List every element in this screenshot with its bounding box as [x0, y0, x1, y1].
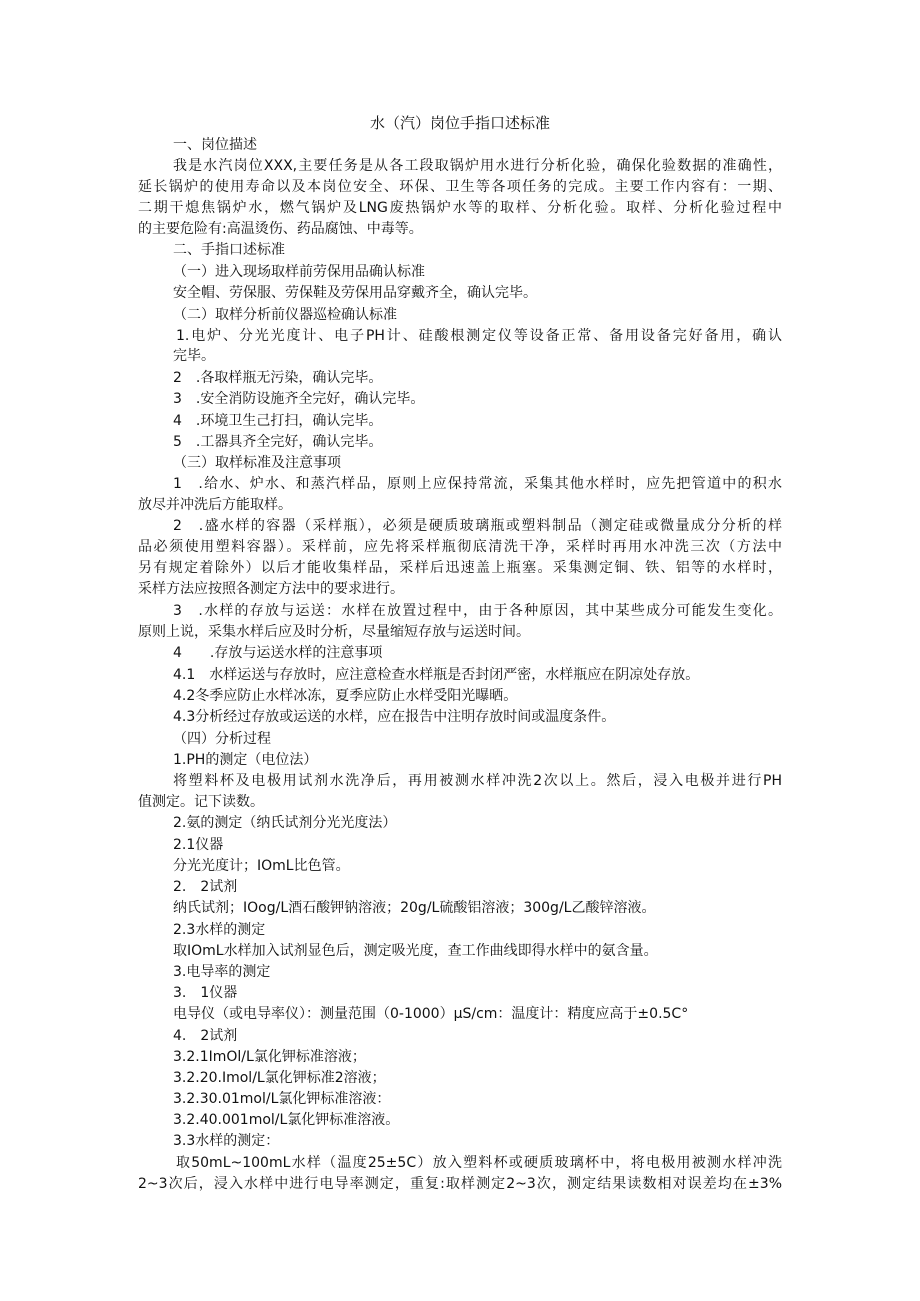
- step-heading: 1.PH的测定（电位法）: [173, 752, 318, 768]
- paragraph-line: 电导仪（或电导率仪）：测量范围（0-1000）μS/cm：温度计：精度应高于±0.5C°: [173, 1006, 689, 1022]
- list-item: 放尽并冲洗后方能取样。: [138, 497, 292, 513]
- step-heading: 3.3水样的测定：: [173, 1133, 280, 1149]
- subsection-heading: （一）进入现场取样前劳保用品确认标准: [173, 264, 425, 280]
- step-heading: 2.1仪器: [173, 837, 224, 853]
- paragraph-line: 分光光度计；IOmL比色管。: [173, 858, 350, 874]
- paragraph-line: 取50mL~100mL水样（温度25±5C）放入塑料杯或硬质玻璃杯中，将电极用被测水样冲洗: [176, 1155, 782, 1171]
- list-item: 4 .存放与运送水样的注意事项: [173, 645, 383, 661]
- list-item: 3 .安全消防设施齐全完好，确认完毕。: [173, 391, 425, 407]
- list-item: 完毕。: [173, 348, 215, 364]
- list-item: 3 .水样的存放与运送：水样在放置过程中，由于各种原因，其中某些成分可能发生变化。: [173, 603, 782, 619]
- paragraph-line: 将塑料杯及电极用试剂水洗净后，再用被测水样冲洗2次以上。然后，浸入电极并进行PH: [173, 773, 782, 789]
- list-item: 4.3分析经过存放或运送的水样，应在报告中注明存放时间或温度条件。: [173, 709, 616, 725]
- step-heading: 2.氨的测定（纳氏试剂分光光度法）: [173, 815, 397, 831]
- paragraph-line: 安全帽、劳保服、劳保鞋及劳保用品穿戴齐全，确认完毕。: [173, 285, 537, 301]
- list-item: 2 .各取样瓶无污染，确认完毕。: [173, 370, 383, 386]
- section-heading: 二、手指口述标准: [173, 242, 285, 258]
- list-item: 4.2冬季应防止水样冰冻，夏季应防止水样受阳光曝晒。: [173, 688, 518, 704]
- list-item: 4 .环境卫生己打扫，确认完毕。: [173, 413, 383, 429]
- step-heading: 3.电导率的测定: [173, 964, 271, 980]
- list-item: 1.电炉、分光光度计、电子PH计、硅酸根测定仪等设备正常、备用设备完好备用，确认: [176, 328, 782, 344]
- paragraph-line: 值测定。记下读数。: [138, 794, 264, 810]
- document-title: 水（汽）岗位手指口述标准: [369, 114, 550, 132]
- paragraph-line: 的主要危险有:高温烫伤、药品腐蚀、中毒等。: [138, 221, 423, 237]
- section-heading: 一、岗位描述: [173, 137, 257, 153]
- list-item: 品必须使用塑料容器）。采样前，应先将采样瓶彻底清洗干净，采样时再用水冲洗三次（方法中: [138, 539, 782, 555]
- subsection-heading: （二）取样分析前仪器巡检确认标准: [173, 307, 397, 323]
- list-item: 4.1 水样运送与存放时，应注意检查水样瓶是否封闭严密，水样瓶应在阴凉处存放。: [173, 667, 700, 683]
- paragraph-line: 纳氏试剂；IOog/L酒石酸钾钠溶液；20g/L硫酸铝溶液；300g/L乙酸锌溶液。: [173, 900, 656, 916]
- list-item: 1 .给水、炉水、和蒸汽样品，原则上应保持常流，采集其他水样时，应先把管道中的积水: [173, 476, 782, 492]
- paragraph-line: 二期干熄焦锅炉水，燃气锅炉及LNG废热锅炉水等的取样、分析化验。取样、分析化验过程中: [138, 200, 782, 216]
- list-item: 3.2.20.Imol/L氯化钾标准2溶液；: [173, 1070, 386, 1086]
- step-heading: 3. 1仪器: [173, 985, 238, 1001]
- subsection-heading: （四）分析过程: [173, 731, 271, 747]
- list-item: 3.2.40.001mol/L氯化钾标准溶液。: [173, 1112, 400, 1128]
- list-item: 原则上说，采集水样后应及时分析，尽量缩短存放与运送时间。: [138, 624, 530, 640]
- step-heading: 2.3水样的测定: [173, 922, 266, 938]
- list-item: 5 .工器具齐全完好，确认完毕。: [173, 434, 383, 450]
- list-item: 采样方法应按照各测定方法中的要求进行。: [138, 581, 404, 597]
- paragraph-line: 2~3次后，浸入水样中进行电导率测定，重复:取样测定2~3次，测定结果读数相对误差均在±3%: [138, 1176, 782, 1192]
- step-heading: 2. 2试剂: [173, 879, 238, 895]
- list-item: 3.2.30.01mol/L氯化钾标准溶液：: [173, 1091, 391, 1107]
- list-item: 2 .盛水样的容器（采样瓶），必须是硬质玻璃瓶或塑料制品（测定硅或微量成分分析的样: [173, 518, 782, 534]
- step-heading: 4. 2试剂: [173, 1028, 238, 1044]
- paragraph-line: 取IOmL水样加入试剂显色后，测定吸光度，查工作曲线即得水样中的氨含量。: [173, 943, 658, 959]
- paragraph-line: 我是水汽岗位XXX,主要任务是从各工段取锅炉用水进行分析化验，确保化验数据的准确性，: [173, 158, 782, 174]
- list-item: 另有规定着除外）以后才能收集样品，采样后迅速盖上瓶塞。采集测定铜、铁、铝等的水样时，: [138, 560, 782, 576]
- list-item: 3.2.1ImOl/L氯化钾标准溶液；: [173, 1049, 366, 1065]
- subsection-heading: （三）取样标准及注意事项: [173, 455, 341, 471]
- paragraph-line: 延长锅炉的使用寿命以及本岗位安全、环保、卫生等各项任务的完成。主要工作内容有：一期、: [138, 179, 782, 195]
